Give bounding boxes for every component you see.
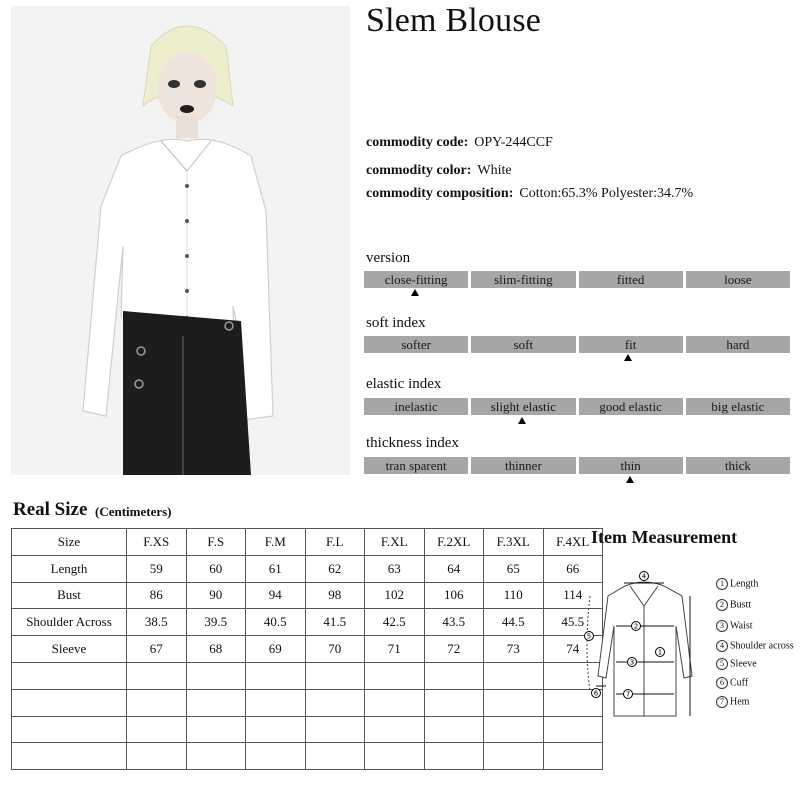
item-measurement-title: Item Measurement [591, 527, 738, 547]
version-label: version [366, 250, 411, 266]
table-cell: F.S [186, 529, 246, 556]
table-cell: 102 [365, 582, 425, 609]
elastic-index-marker-icon [518, 417, 526, 424]
table-cell [246, 662, 306, 689]
table-cell [424, 689, 484, 716]
table-cell: 59 [127, 555, 187, 582]
model-illustration [11, 6, 350, 475]
table-cell [12, 743, 127, 770]
soft-index-option: fit [579, 336, 683, 353]
legend-number: 1 [716, 578, 728, 590]
version-scale [364, 271, 790, 288]
table-cell [305, 689, 365, 716]
table-cell [365, 716, 425, 743]
version-option: loose [686, 271, 790, 288]
table-cell: 43.5 [424, 609, 484, 636]
svg-text:2: 2 [633, 622, 639, 631]
table-cell: 72 [424, 636, 484, 663]
thickness-index-option: tran sparent [364, 457, 468, 474]
table-cell: 64 [424, 555, 484, 582]
table-cell: F.L [305, 529, 365, 556]
real-size-title: Real Size [13, 499, 88, 520]
table-cell: 38.5 [127, 609, 187, 636]
legend-item [716, 640, 794, 652]
table-cell: 60 [186, 555, 246, 582]
commodity-composition-line [366, 186, 693, 202]
table-cell [186, 743, 246, 770]
table-cell [484, 716, 544, 743]
table-cell: 62 [305, 555, 365, 582]
legend-number: 6 [716, 677, 728, 689]
table-cell: 86 [127, 582, 187, 609]
soft-index-label: soft index [366, 315, 426, 331]
table-cell: Length [12, 555, 127, 582]
table-cell: 61 [246, 555, 306, 582]
table-row [12, 582, 603, 609]
product-title: Slem Blouse [366, 2, 542, 39]
table-row [12, 743, 603, 770]
table-cell [365, 662, 425, 689]
table-row [12, 636, 603, 663]
soft-index-marker-icon [624, 354, 632, 361]
table-cell: 44.5 [484, 609, 544, 636]
table-cell: Sleeve [12, 636, 127, 663]
real-size-unit: (Centimeters) [95, 504, 172, 519]
table-cell: 66 [543, 555, 603, 582]
table-cell: 98 [305, 582, 365, 609]
table-cell [305, 743, 365, 770]
table-cell [543, 743, 603, 770]
table-cell [365, 689, 425, 716]
thickness-index-option: thick [686, 457, 790, 474]
table-cell: 67 [127, 636, 187, 663]
table-cell [186, 716, 246, 743]
size-table [11, 528, 603, 770]
table-cell: F.3XL [484, 529, 544, 556]
thickness-index-option: thin [579, 457, 683, 474]
table-cell: F.M [246, 529, 306, 556]
legend-number: 3 [716, 620, 728, 632]
table-cell: F.2XL [424, 529, 484, 556]
version-option: close-fitting [364, 271, 468, 288]
elastic-index-option: inelastic [364, 398, 468, 415]
table-cell: 40.5 [246, 609, 306, 636]
table-cell: F.XL [365, 529, 425, 556]
table-cell: 106 [424, 582, 484, 609]
legend-item [716, 578, 758, 590]
commodity-code-line [366, 135, 553, 151]
table-cell [246, 743, 306, 770]
table-cell [127, 743, 187, 770]
table-cell [484, 662, 544, 689]
table-cell: 42.5 [365, 609, 425, 636]
legend-number: 2 [716, 599, 728, 611]
table-cell [127, 689, 187, 716]
table-cell [186, 689, 246, 716]
table-cell: 114 [543, 582, 603, 609]
legend-item [716, 599, 751, 611]
thickness-index-option: thinner [471, 457, 575, 474]
table-cell: 41.5 [305, 609, 365, 636]
legend-label: Shoulder across [730, 640, 794, 652]
table-cell: Size [12, 529, 127, 556]
legend-item [716, 677, 748, 689]
soft-index-option: softer [364, 336, 468, 353]
commodity-composition-value: Cotton:65.3% Polyester:34.7% [519, 186, 694, 201]
table-cell [246, 689, 306, 716]
elastic-index-scale [364, 398, 790, 415]
table-cell: 71 [365, 636, 425, 663]
table-cell [424, 716, 484, 743]
table-cell [305, 662, 365, 689]
svg-text:5: 5 [586, 632, 592, 641]
legend-item [716, 658, 757, 670]
legend-label: Sleeve [730, 658, 757, 670]
table-cell: 69 [246, 636, 306, 663]
table-cell: F.4XL [543, 529, 603, 556]
table-cell: 70 [305, 636, 365, 663]
table-row [12, 609, 603, 636]
legend-label: Waist [730, 620, 753, 632]
table-cell [127, 662, 187, 689]
commodity-color-line [366, 163, 512, 179]
table-cell: 94 [246, 582, 306, 609]
table-cell: 74 [543, 636, 603, 663]
table-cell: 63 [365, 555, 425, 582]
product-photo [11, 6, 350, 475]
table-cell: 45.5 [543, 609, 603, 636]
legend-number: 4 [716, 640, 728, 652]
shirt-diagram-icon [580, 566, 710, 726]
legend-item [716, 696, 749, 708]
table-cell: 68 [186, 636, 246, 663]
legend-label: Length [730, 578, 759, 590]
legend-label: Bustt [730, 599, 752, 611]
svg-text:3: 3 [629, 658, 635, 667]
svg-text:1: 1 [657, 648, 663, 657]
version-option: fitted [579, 271, 683, 288]
measurement-diagram [580, 566, 710, 731]
table-cell: 73 [484, 636, 544, 663]
table-cell [12, 662, 127, 689]
table-cell: Bust [12, 582, 127, 609]
table-row [12, 662, 603, 689]
svg-text:4: 4 [641, 572, 647, 581]
table-cell [424, 662, 484, 689]
table-cell [365, 743, 425, 770]
svg-text:6: 6 [593, 689, 599, 698]
table-cell: F.XS [127, 529, 187, 556]
soft-index-option: soft [471, 336, 575, 353]
commodity-code-value: OPY-244CCF [474, 135, 553, 150]
svg-text:7: 7 [625, 690, 631, 699]
elastic-index-label: elastic index [366, 376, 442, 392]
version-option: slim-fitting [471, 271, 575, 288]
table-cell: 65 [484, 555, 544, 582]
soft-index-scale [364, 336, 790, 353]
table-cell [424, 743, 484, 770]
commodity-code-label: commodity code: [366, 135, 469, 150]
elastic-index-option: big elastic [686, 398, 790, 415]
soft-index-option: hard [686, 336, 790, 353]
legend-label: Cuff [730, 677, 749, 689]
version-marker-icon [411, 289, 419, 296]
table-cell [305, 716, 365, 743]
table-row [12, 716, 603, 743]
legend-label: Hem [730, 696, 750, 708]
thickness-index-marker-icon [626, 476, 634, 483]
size-table-header [12, 529, 603, 556]
table-row [12, 555, 603, 582]
legend-number: 5 [716, 658, 728, 670]
commodity-color-label: commodity color: [366, 163, 472, 178]
table-cell [127, 716, 187, 743]
table-cell: 39.5 [186, 609, 246, 636]
thickness-index-scale [364, 457, 790, 474]
table-cell [12, 716, 127, 743]
table-cell [186, 662, 246, 689]
table-cell [12, 689, 127, 716]
commodity-composition-label: commodity composition: [366, 186, 514, 201]
table-row [12, 689, 603, 716]
commodity-color-value: White [477, 163, 512, 178]
table-cell [484, 743, 544, 770]
table-cell: 90 [186, 582, 246, 609]
table-cell [246, 716, 306, 743]
legend-number: 7 [716, 696, 728, 708]
table-cell [484, 689, 544, 716]
elastic-index-option: slight elastic [471, 398, 575, 415]
legend-item [716, 620, 753, 632]
thickness-index-label: thickness index [366, 435, 459, 451]
table-cell: 110 [484, 582, 544, 609]
table-cell: Shoulder Across [12, 609, 127, 636]
elastic-index-option: good elastic [579, 398, 683, 415]
